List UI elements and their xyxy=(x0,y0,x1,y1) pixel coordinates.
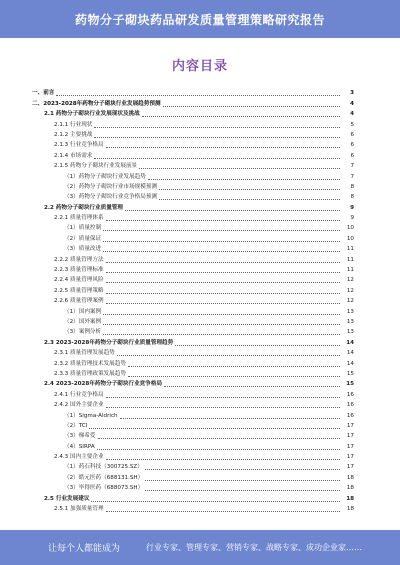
toc-entry-page: 11 xyxy=(346,246,354,253)
toc-entry-page: 16 xyxy=(346,412,354,419)
toc-entry-page: 18 xyxy=(346,485,354,492)
toc-leader-dots xyxy=(103,241,340,242)
toc-entry-text: 2.1.4 市场需求 xyxy=(54,152,93,159)
toc-leader-dots xyxy=(159,199,340,200)
toc-entry-page: 8 xyxy=(350,194,354,201)
toc-leader-dots xyxy=(145,469,340,470)
toc-entry-text: 2.1.5 药物分子砌块行业发展前景 xyxy=(54,163,138,170)
toc-entry-text: （3）梯希爱 xyxy=(64,433,96,440)
toc-entry-page: 17 xyxy=(346,464,354,471)
toc-entry-text: 2.1.3 行业竞争格局 xyxy=(54,142,104,149)
toc-entry-page: 17 xyxy=(346,433,354,440)
toc-entry-text: （2）皓元医药（688131.SH） xyxy=(64,474,144,481)
toc-entry[interactable] xyxy=(32,452,354,462)
toc-entry-text: 2.2.6 质量管理案例 xyxy=(54,298,104,305)
toc-leader-dots xyxy=(89,428,340,429)
toc-entry-page: 18 xyxy=(346,474,354,481)
toc-entry-text: （2）质量保证 xyxy=(64,235,102,242)
toc-entry-text: （4）SIRPA xyxy=(64,443,95,450)
toc-entry-text: 2.2.5 质量管理策略 xyxy=(54,287,104,294)
toc-entry-page: 6 xyxy=(350,131,354,138)
toc-entry-text: 2.4.2 国外主要企业 xyxy=(54,402,104,409)
toc-entry-page: 15 xyxy=(346,370,354,377)
toc-entry[interactable] xyxy=(32,233,354,243)
toc-entry[interactable] xyxy=(32,358,354,368)
toc-leader-dots xyxy=(106,397,340,398)
toc-entry[interactable] xyxy=(32,472,354,482)
toc-entry[interactable] xyxy=(32,337,354,347)
toc-entry-page: 11 xyxy=(346,267,354,274)
footer-slogan: 让每个人都能成为 xyxy=(48,544,121,554)
toc-entry[interactable] xyxy=(32,109,354,119)
toc-entry-page: 5 xyxy=(350,121,354,128)
toc-leader-dots xyxy=(148,179,340,180)
toc-entry[interactable] xyxy=(32,213,354,223)
toc-entry[interactable] xyxy=(32,493,354,503)
toc-entry-page: 16 xyxy=(346,402,354,409)
toc-entry-text: 2.5.1 加强质量管理 xyxy=(54,506,104,513)
toc-entry-page: 18 xyxy=(346,495,354,502)
report-title: 药物分子砌块药品研发质量管理策略研究报告 xyxy=(74,12,325,27)
toc-entry[interactable] xyxy=(32,421,354,431)
toc-leader-dots xyxy=(103,334,340,335)
toc-list xyxy=(32,88,354,514)
footer-banner xyxy=(0,530,400,565)
toc-entry-page: 15 xyxy=(346,381,354,388)
toc-leader-dots xyxy=(163,106,340,107)
toc-entry-page: 17 xyxy=(346,443,354,450)
toc-entry[interactable] xyxy=(32,483,354,493)
toc-entry-page: 4 xyxy=(350,100,354,107)
toc-entry-text: 2.2.3 质量管理标准 xyxy=(54,267,104,274)
toc-entry[interactable] xyxy=(32,171,354,181)
toc-entry-text: （3）毕得医药（688073.SH） xyxy=(64,485,144,492)
toc-entry-page: 16 xyxy=(346,391,354,398)
toc-entry-text: 一、前言 xyxy=(32,90,55,97)
toc-entry[interactable] xyxy=(32,296,354,306)
toc-entry-page: 9 xyxy=(350,204,354,211)
toc-entry[interactable] xyxy=(32,275,354,285)
toc-leader-dots xyxy=(106,272,340,273)
toc-leader-dots xyxy=(106,220,340,221)
toc-entry-page: 10 xyxy=(346,225,354,232)
toc-entry[interactable] xyxy=(32,265,354,275)
toc-leader-dots xyxy=(128,376,340,377)
toc-entry-text: 2.1.1 行业现状 xyxy=(54,121,93,128)
toc-heading: 内容目录 xyxy=(171,59,228,74)
footer-tagline: 行业专家、管理专家、营销专家、战略专家、成功企业家…… xyxy=(146,543,363,552)
toc-entry-text: 2.2.4 质量管理风险 xyxy=(54,277,104,284)
toc-leader-dots xyxy=(142,116,340,117)
toc-entry-text: （2）国外案例 xyxy=(64,318,102,325)
toc-entry-text: 二、2023-2028年药物分子砌块行业发展趋势预测 xyxy=(32,100,161,107)
toc-entry[interactable] xyxy=(32,192,354,202)
toc-entry[interactable] xyxy=(32,88,354,98)
toc-entry[interactable] xyxy=(32,285,354,295)
toc-entry[interactable] xyxy=(32,161,354,171)
toc-entry[interactable] xyxy=(32,150,354,160)
toc-leader-dots xyxy=(103,314,340,315)
toc-leader-dots xyxy=(91,501,340,502)
toc-entry-text: 2.4 2023-2028年药物分子砌块行业竞争格局 xyxy=(44,381,163,388)
toc-entry[interactable] xyxy=(32,379,354,389)
toc-entry-text: 2.5 行业发展建议 xyxy=(44,495,90,502)
toc-entry[interactable] xyxy=(32,119,354,129)
toc-leader-dots xyxy=(159,189,340,190)
toc-entry-page: 6 xyxy=(350,152,354,159)
toc-entry-page: 7 xyxy=(350,173,354,180)
toc-entry-page: 11 xyxy=(346,256,354,263)
toc-entry-text: （2）TCI xyxy=(64,422,88,429)
toc-entry-page: 17 xyxy=(346,422,354,429)
toc-entry[interactable] xyxy=(32,130,354,140)
toc-entry-text: 2.1 药物分子砌块行业发展现状及挑战 xyxy=(44,111,140,118)
toc-leader-dots xyxy=(106,262,340,263)
toc-entry-text: 2.4.3 国内主要企业 xyxy=(54,454,104,461)
toc-leader-dots xyxy=(106,407,340,408)
toc-leader-dots xyxy=(94,137,340,138)
toc-entry[interactable] xyxy=(32,317,354,327)
toc-leader-dots xyxy=(175,345,340,346)
toc-entry-text: 2.2 药物分子砌块行业质量管理 xyxy=(44,204,123,211)
toc-leader-dots xyxy=(103,230,340,231)
toc-entry-page: 4 xyxy=(350,111,354,118)
toc-entry-page: 3 xyxy=(350,90,354,97)
toc-entry-text: 2.4.1 行业竞争格局 xyxy=(54,391,104,398)
toc-entry[interactable] xyxy=(32,431,354,441)
toc-entry[interactable] xyxy=(32,327,354,337)
toc-entry-text: （1）药石科技（300725.SZ） xyxy=(64,464,143,471)
toc-entry[interactable] xyxy=(32,369,354,379)
toc-leader-dots xyxy=(106,303,340,304)
toc-entry[interactable] xyxy=(32,348,354,358)
toc-leader-dots xyxy=(125,210,340,211)
toc-leader-dots xyxy=(94,158,340,159)
toc-entry-page: 12 xyxy=(346,277,354,284)
toc-entry-page: 9 xyxy=(350,215,354,222)
toc-entry-text: 2.1.2 主要挑战 xyxy=(54,131,93,138)
toc-entry[interactable] xyxy=(32,462,354,472)
toc-entry-text: 2.2.1 质量管理体系 xyxy=(54,215,104,222)
toc-leader-dots xyxy=(94,127,340,128)
toc-leader-dots xyxy=(56,95,340,96)
toc-entry-page: 14 xyxy=(346,350,354,357)
toc-entry-text: 2.3 2023-2028年药物分子砌块行业质量管理趋势 xyxy=(44,339,174,346)
toc-entry-page: 13 xyxy=(346,308,354,315)
toc-entry-page: 6 xyxy=(350,142,354,149)
toc-entry-text: 2.3.1 质量管理发展趋势 xyxy=(54,350,115,357)
toc-entry-page: 13 xyxy=(346,318,354,325)
toc-entry[interactable] xyxy=(32,98,354,108)
toc-entry[interactable] xyxy=(32,140,354,150)
toc-entry-text: 2.3.2 质量管理技术发展趋势 xyxy=(54,360,126,367)
toc-entry[interactable] xyxy=(32,400,354,410)
toc-entry-text: （1）质量控制 xyxy=(64,225,102,232)
toc-entry-page: 18 xyxy=(346,506,354,513)
toc-entry-text: （1）Sigma-Aldrich xyxy=(64,412,118,419)
toc-leader-dots xyxy=(117,355,340,356)
toc-leader-dots xyxy=(145,480,340,481)
toc-entry[interactable] xyxy=(32,182,354,192)
toc-entry-page: 14 xyxy=(346,360,354,367)
toc-leader-dots xyxy=(106,511,340,512)
toc-entry[interactable] xyxy=(32,223,354,233)
toc-leader-dots xyxy=(97,449,340,450)
toc-leader-dots xyxy=(106,293,340,294)
toc-entry-text: 2.3.3 质量管理政策发展趋势 xyxy=(54,370,126,377)
toc-leader-dots xyxy=(164,386,340,387)
toc-leader-dots xyxy=(98,438,340,439)
toc-leader-dots xyxy=(106,147,340,148)
toc-entry-page: 12 xyxy=(346,298,354,305)
toc-entry-page: 14 xyxy=(346,339,354,346)
toc-entry-text: （1）药物分子砌块行业发展趋势 xyxy=(64,173,146,180)
toc-entry[interactable] xyxy=(32,389,354,399)
toc-leader-dots xyxy=(106,459,340,460)
toc-entry[interactable] xyxy=(32,202,354,212)
toc-entry[interactable] xyxy=(32,306,354,316)
header-banner xyxy=(0,0,400,38)
toc-entry-text: （3）药物分子砌块行业竞争格局预测 xyxy=(64,194,158,201)
toc-entry-page: 7 xyxy=(350,163,354,170)
toc-leader-dots xyxy=(145,490,340,491)
toc-entry-text: （1）国内案例 xyxy=(64,308,102,315)
toc-entry-page: 12 xyxy=(346,287,354,294)
toc-entry-page: 10 xyxy=(346,235,354,242)
toc-entry-page: 13 xyxy=(346,329,354,336)
toc-entry-text: （2）药物分子砌块行业市场规模预测 xyxy=(64,183,158,190)
toc-entry[interactable] xyxy=(32,504,354,514)
toc-leader-dots xyxy=(139,168,340,169)
toc-leader-dots xyxy=(106,282,340,283)
toc-entry-page: 8 xyxy=(350,183,354,190)
toc-entry-text: （3）案例分析 xyxy=(64,329,102,336)
toc-entry[interactable] xyxy=(32,244,354,254)
toc-entry-text: （3）质量改进 xyxy=(64,246,102,253)
toc-entry[interactable] xyxy=(32,410,354,420)
toc-leader-dots xyxy=(103,324,340,325)
toc-leader-dots xyxy=(120,418,340,419)
toc-entry[interactable] xyxy=(32,254,354,264)
toc-leader-dots xyxy=(128,366,340,367)
toc-entry-page: 17 xyxy=(346,454,354,461)
toc-leader-dots xyxy=(103,251,340,252)
toc-entry-text: 2.2.2 质量管理方法 xyxy=(54,256,104,263)
toc-entry[interactable] xyxy=(32,441,354,451)
